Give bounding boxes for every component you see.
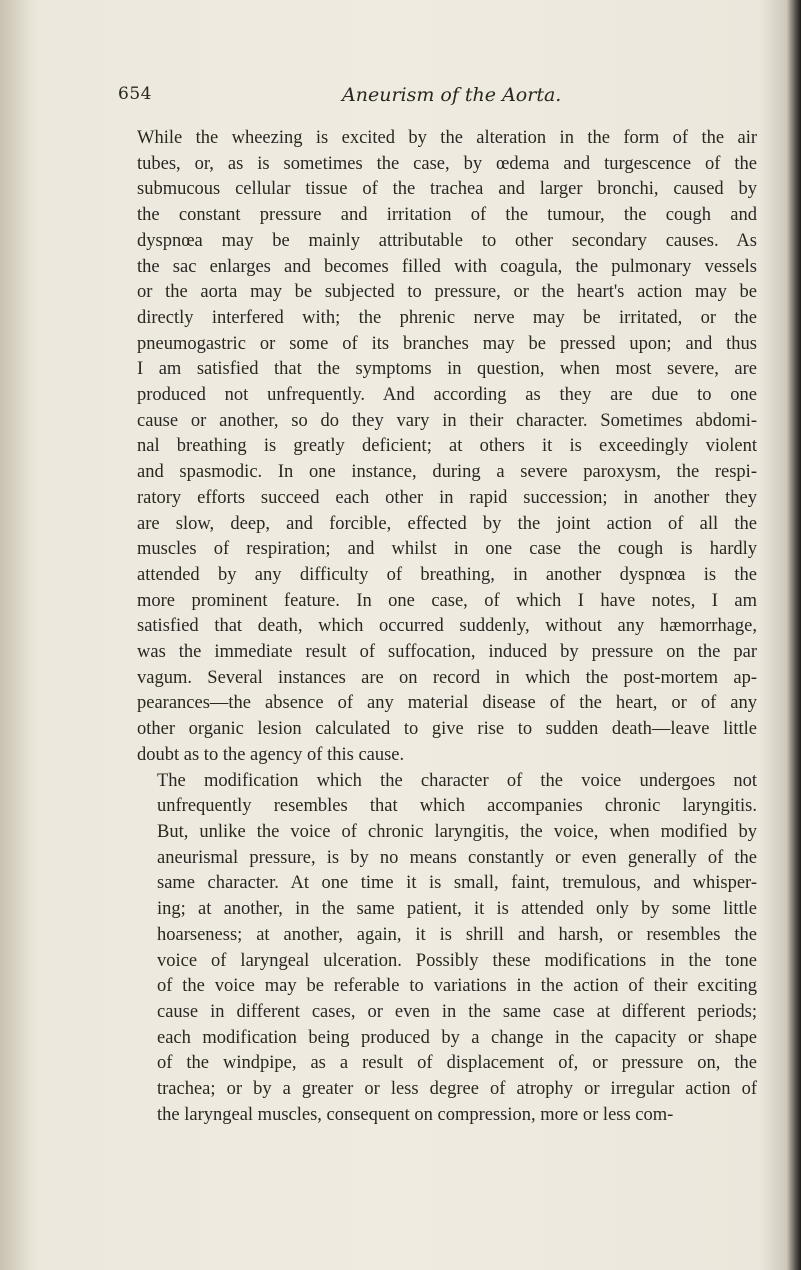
- text-line: directly interfered with; the phrenic nerve may be irritated, or the: [137, 307, 757, 328]
- text-line: submucous cellular tissue of the trachea and larger bronchi, caused by: [137, 179, 757, 200]
- text-line: nal breathing is greatly deficient; at others it is exceedingly violent: [137, 436, 757, 457]
- text-line: The modification which the character of the voice undergoes not: [157, 770, 757, 791]
- page-gutter-shadow: [0, 0, 40, 1270]
- text-line: tubes, or, as is sometimes the case, by œdema and turgescence of the: [137, 153, 757, 174]
- text-line: ing; at another, in the same patient, it is attended only by some little: [157, 899, 757, 920]
- body-text: [137, 126, 757, 1128]
- paragraph: [137, 769, 757, 1129]
- text-line: hoarseness; at another, again, it is shrill and harsh, or resembles the: [157, 924, 757, 945]
- page-edge-shadow: [787, 0, 801, 1270]
- text-line: voice of laryngeal ulceration. Possibly these modifications in the tone: [157, 950, 757, 971]
- text-line: unfrequently resembles that which accompanies chronic laryngitis.: [157, 796, 757, 817]
- text-line: each modification being produced by a change in the capacity or shape: [157, 1027, 757, 1048]
- text-line: cause in different cases, or even in the same case at different periods;: [157, 1001, 757, 1022]
- page-header: [118, 84, 758, 114]
- text-line: same character. At one time it is small, faint, tremulous, and whisper-: [157, 873, 757, 894]
- text-line: was the immediate result of suffocation, induced by pressure on the par: [137, 642, 757, 663]
- text-line: I am satisfied that the symptoms in question, when most severe, are: [137, 359, 757, 380]
- text-line: dyspnœa may be mainly attributable to other secondary causes. As: [137, 230, 757, 251]
- text-line: are slow, deep, and forcible, effected by the joint action of all the: [137, 513, 757, 534]
- text-line: attended by any difficulty of breathing, in another dyspnœa is the: [137, 564, 757, 585]
- text-line: the constant pressure and irritation of the tumour, the cough and: [137, 205, 757, 226]
- text-line: of the voice may be referable to variations in the action of their exciting: [157, 976, 757, 997]
- text-line: the sac enlarges and becomes filled with coagula, the pulmonary vessels: [137, 256, 757, 277]
- text-line: While the wheezing is excited by the alteration in the form of the air: [137, 128, 757, 148]
- text-line: pearances—the absence of any material disease of the heart, or of any: [137, 693, 757, 714]
- text-line: and spasmodic. In one instance, during a severe paroxysm, the respi-: [137, 462, 757, 483]
- text-line: muscles of respiration; and whilst in one case the cough is hardly: [137, 539, 757, 560]
- paragraph: [137, 126, 757, 769]
- text-line: other organic lesion calculated to give rise to sudden death—leave little: [137, 719, 757, 740]
- text-line: vagum. Several instances are on record in which the post-mortem ap-: [137, 667, 757, 688]
- text-line: produced not unfrequently. And according as they are due to one: [137, 385, 757, 406]
- text-line: more prominent feature. In one case, of which I have notes, I am: [137, 590, 757, 611]
- text-line: pneumogastric or some of its branches may be pressed upon; and thus: [137, 333, 757, 354]
- text-line: of the windpipe, as a result of displacement of, or pressure on, the: [157, 1053, 757, 1074]
- text-line: ratory efforts succeed each other in rapid succession; in another they: [137, 487, 757, 508]
- text-line: or the aorta may be subjected to pressure, or the heart's action may be: [137, 282, 757, 303]
- running-title: Aneurism of the Aorta.: [342, 84, 562, 106]
- text-line: satisfied that death, which occurred suddenly, without any hæmorrhage,: [137, 616, 757, 637]
- text-line: trachea; or by a greater or less degree of atrophy or irregular action of: [157, 1079, 757, 1100]
- page-number: 654: [118, 84, 152, 104]
- text-line: But, unlike the voice of chronic laryngitis, the voice, when modified by: [157, 821, 757, 842]
- text-line: aneurismal pressure, is by no means constantly or even generally of the: [157, 847, 757, 868]
- text-line: the laryngeal muscles, consequent on compression, more or less com-: [157, 1104, 674, 1125]
- text-line: cause or another, so do they vary in their character. Sometimes abdomi-: [137, 410, 757, 431]
- text-line: doubt as to the agency of this cause.: [137, 744, 405, 765]
